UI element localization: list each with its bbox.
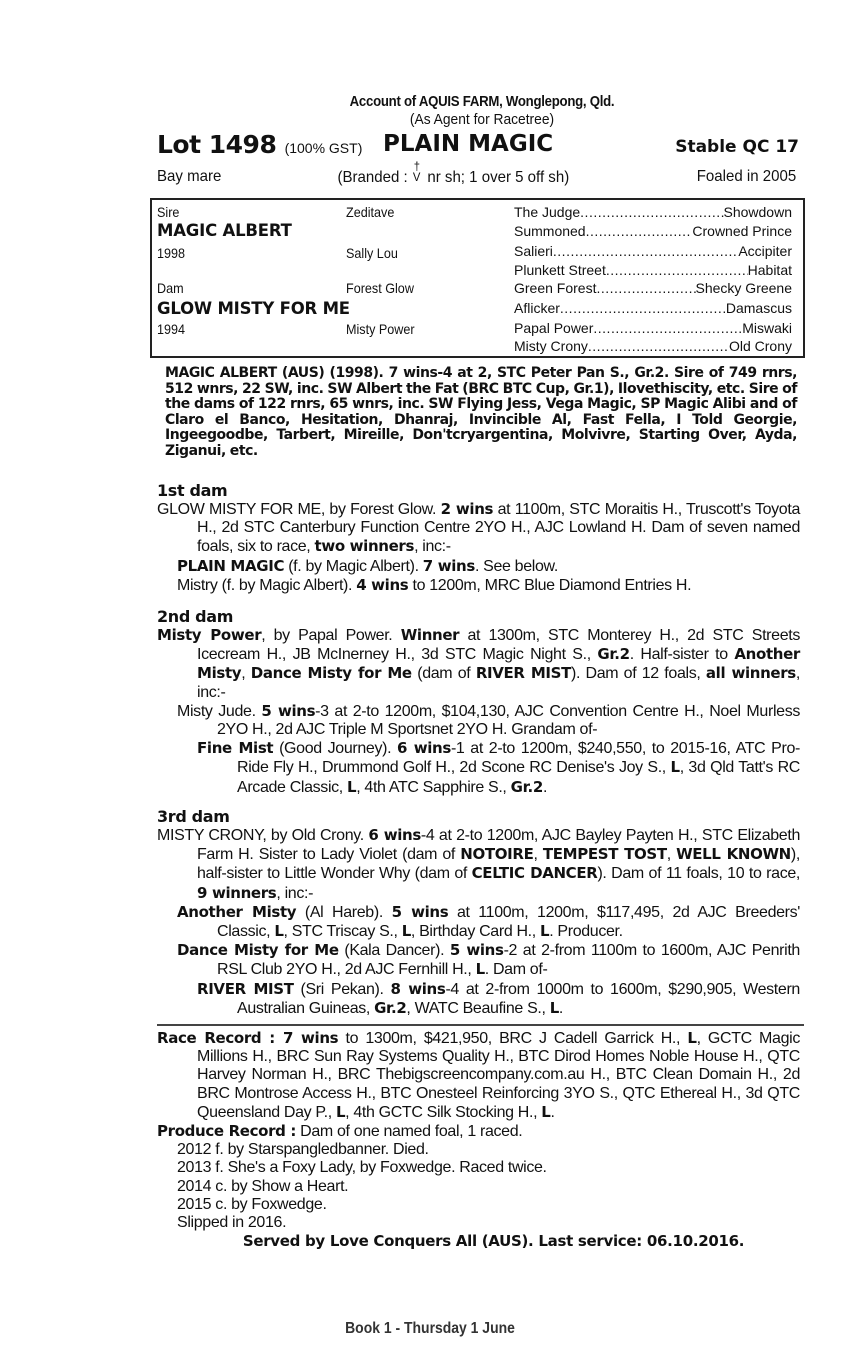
brand-info: (Branded : † V nr sh; 1 over 5 off sh) [337, 159, 570, 186]
ancestor-row: Aflicker ..... Damascus [514, 300, 792, 316]
progeny-entry: Another Misty (Al Hareb). 5 wins at 1100m, 1200m, $117,495, 2d AJC Breeders' Classic, L, STC Triscay S., L, Birthday Card H., L. Producer. [177, 902, 800, 941]
sire-year: 1998 [157, 245, 186, 261]
ancestor-row: The Judge ..... Showdown [514, 204, 792, 220]
pedigree-table [150, 198, 805, 358]
gst-note: (100% GST) [284, 140, 363, 156]
dam-name: GLOW MISTY FOR ME [157, 299, 350, 318]
dam-description: GLOW MISTY FOR ME, by Forest Glow. 2 wins at 1100m, STC Moraitis H., Truscott's Toyota H., 2d STC Canterbury Function Centre 2YO H., AJC Lowland H. Dam of seven named foals, six to race, two winners, inc:- [157, 500, 800, 556]
dam-dam: Misty Power [346, 321, 415, 337]
ancestor-row: Salieri ..... Accipiter [514, 243, 792, 259]
service-note: Served by Love Conquers All (AUS). Last service: 06.10.2016. [242, 1232, 745, 1251]
foaled-year: Foaled in 2005 [696, 168, 797, 185]
produce-record: Produce Record : Dam of one named foal, 1 raced. [157, 1122, 523, 1141]
ancestor-row: Misty Crony ..... Old Crony [514, 338, 792, 354]
race-record-section [157, 1029, 800, 1250]
race-record: Race Record : 7 wins to 1300m, $421,950, BRC J Cadell Garrick H., L, GCTC Magic Millions H., BRC Sun Ray Systems Quality H., BTC Dirod Homes Noble House H., QTC Harvey Norman H., BRC Thebigscreencompany.com.au H., BTC Clean Domain H., 2d BRC Montrose Access H., BTC Onesteel Reinforcing 3YO S., QTC Ethereal H., 3d QTC Queensland Day P., L, 4th GCTC Silk Stocking H., L. [157, 1029, 800, 1121]
sire-sire: Zeditave [346, 204, 395, 220]
progeny-entry: Mistry (f. by Magic Albert). 4 wins to 1200m, MRC Blue Diamond Entries H. [177, 575, 692, 594]
first-dam-section [157, 482, 800, 595]
brand-mark-icon: † V [412, 159, 421, 184]
dam-sire: Forest Glow [346, 280, 414, 296]
dam-description: MISTY CRONY, by Old Crony. 6 wins-4 at 2-to 1200m, AJC Bayley Payten H., STC Elizabeth Farm H. Sister to Lady Violet (dam of NOTOIRE, TEMPEST TOST, WELL KNOWN), half-sister to Little Wonder Why (dam of CELTIC DANCER). Dam of 11 foals, 10 to race, 9 winners, inc:- [157, 826, 801, 902]
produce-item: 2012 f. by Starspangledbanner. Died. [177, 1141, 429, 1159]
grandprogeny-entry: Fine Mist (Good Journey). 6 wins-1 at 2-to 1200m, $240,550, to 2015-16, ATC Pro-Ride Fly H., Drummond Golf H., 2d Scone RC Denise's Joy S., L, 3d Qld Tatt's RC Arcade Classic, L, 4th ATC Sapphire S., Gr.2. [197, 739, 800, 796]
dam-description: Misty Power, by Papal Power. Winner at 1300m, STC Monterey H., 2d STC Streets Icecream H., JB McInerney H., 3d STC Magic Night S., Gr.2. Half-sister to Another Misty, Dance Misty for Me (dam of RIVER MIST). Dam of 12 foals, all winners, inc:- [157, 626, 800, 701]
produce-item: Slipped in 2016. [177, 1214, 287, 1232]
dam-label: Dam [157, 280, 184, 296]
sire-summary: MAGIC ALBERT (AUS) (1998). 7 wins-4 at 2, STC Peter Pan S., Gr.2. Sire of 749 rnrs, 512 wnrs, 22 SW, inc. SW Albert the Fat (BRC BTC Cup, Gr.1), Ilovethiscity, etc. Sire of the dams of 122 rnrs, 65 wnrs, inc. SW Flying Jess, Vega Magic, SP Magic Alibi and of Claro el Banco, Hesitation, Dhanraj, Invincible Al, Fast Fella, I Told Georgie, Ingeegoodbe, Tarbert, Mireille, Don'tcryargentina, Molvivre, Starting Over, Ayda, Ziganui, etc. [165, 365, 797, 459]
produce-item: 2015 c. by Foxwedge. [177, 1195, 327, 1213]
grandprogeny-entry: RIVER MIST (Sri Pekan). 8 wins-4 at 2-from 1000m to 1600m, $290,905, Western Australian Guineas, Gr.2, WATC Beaufine S., L. [197, 979, 800, 1017]
ancestor-row: Plunkett Street ..... Habitat [514, 262, 792, 278]
horse-name: PLAIN MAGIC [383, 131, 554, 157]
progeny-entry: Dance Misty for Me (Kala Dancer). 5 wins-2 at 2-from 1100m to 1600m, AJC Penrith RSL Club 2YO H., 2d AJC Fernhill H., L. Dam of- [177, 941, 800, 979]
horse-details [157, 159, 797, 190]
produce-item: 2013 f. She's a Foxy Lady, by Foxwedge. Raced twice. [177, 1159, 547, 1177]
lot-number: Lot 1498 (100% GST) [157, 130, 363, 159]
ancestor-row: Papal Power ..... Miswaki [514, 320, 792, 336]
ancestor-row: Green Forest ..... Shecky Greene [514, 280, 792, 296]
stable-number: Stable QC 17 [675, 137, 799, 157]
ancestor-row: Summoned ..... Crowned Prince [514, 223, 792, 239]
section-divider [157, 1024, 804, 1026]
produce-item: 2014 c. by Show a Heart. [177, 1177, 349, 1195]
section-heading: 3rd dam [157, 807, 230, 826]
second-dam-section [157, 608, 800, 797]
progeny-entry: PLAIN MAGIC (f. by Magic Albert). 7 wins. See below. [177, 556, 558, 575]
dam-year: 1994 [157, 321, 186, 337]
section-heading: 2nd dam [157, 607, 234, 626]
third-dam-section [157, 808, 800, 1018]
lot-line [157, 130, 807, 160]
sire-name: MAGIC ALBERT [157, 221, 292, 240]
page-footer: Book 1 - Thursday 1 June [345, 1320, 515, 1337]
sire-label: Sire [157, 204, 180, 220]
vendor-account: Account of AQUIS FARM, Wonglepong, Qld. [349, 93, 615, 110]
colour-sex: Bay mare [157, 168, 222, 185]
produce-record-label: Produce Record : [157, 1122, 297, 1141]
progeny-entry: Misty Jude. 5 wins-3 at 2-to 1200m, $104,130, AJC Convention Centre H., Noel Murless 2YO H., 2d AJC Triple M Sportsnet 2YO H. Grandam of- [177, 701, 800, 739]
section-heading: 1st dam [157, 481, 228, 500]
sire-dam: Sally Lou [346, 245, 398, 261]
vendor-agent: (As Agent for Racetree) [409, 111, 555, 128]
